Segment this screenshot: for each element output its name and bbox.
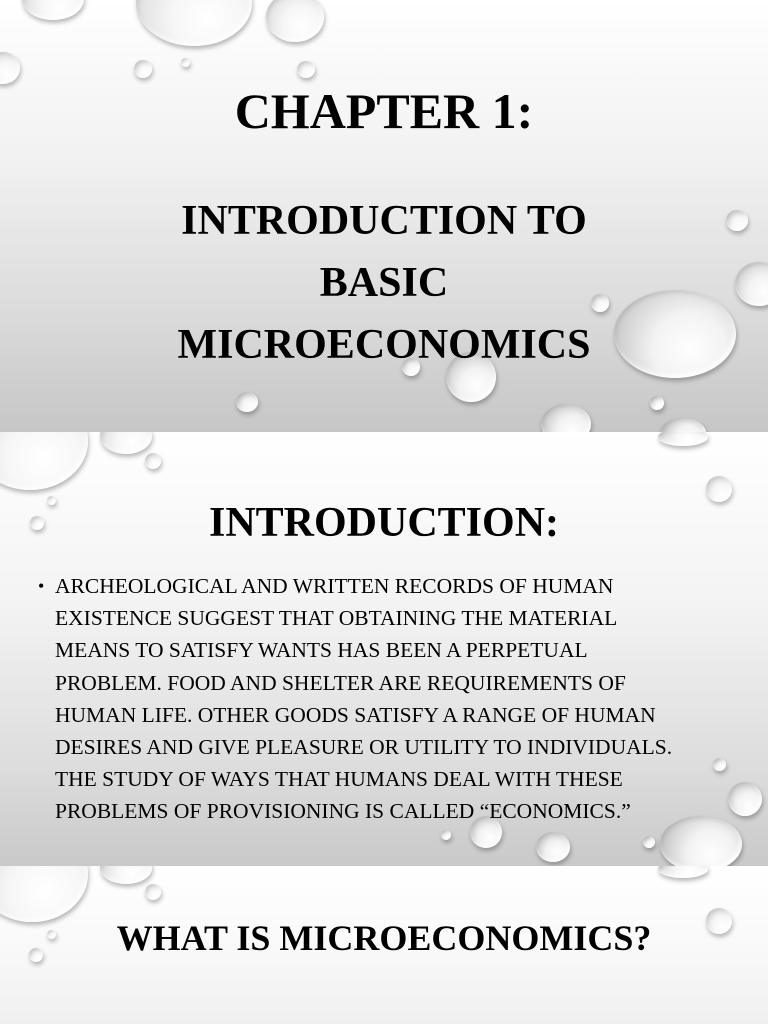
bullet-text-line: PROBLEM. FOOD AND SHELTER ARE REQUIREMENTS OF (55, 670, 626, 695)
bullet-text-line: THE STUDY OF WAYS THAT HUMANS DEAL WITH THESE (55, 767, 623, 792)
water-droplet (658, 866, 708, 878)
water-droplet (266, 0, 324, 42)
section-heading: INTRODUCTION: (208, 500, 560, 546)
subtitle-line: BASIC (319, 260, 449, 306)
water-droplet (236, 392, 258, 412)
water-droplet (145, 453, 161, 469)
water-droplet (643, 836, 655, 848)
bullet-text-line: ARCHEOLOGICAL AND WRITTEN RECORDS OF HUMAN (55, 574, 614, 598)
water-droplet (100, 866, 152, 884)
bullet-text-line: HUMAN LIFE. OTHER GOODS SATISFY A RANGE OF HUMAN (55, 702, 656, 727)
water-droplet (100, 432, 152, 454)
water-droplet (297, 61, 315, 78)
water-droplet (22, 0, 84, 20)
water-droplet (541, 404, 591, 432)
water-droplet (536, 832, 570, 862)
water-droplet (660, 418, 706, 432)
water-droplet (0, 52, 20, 84)
chapter-title: CHAPTER 1: (234, 83, 534, 139)
water-droplet (728, 782, 762, 816)
chapter-subtitle (0, 190, 768, 376)
water-droplet (136, 0, 252, 46)
bullet-text-line: DESIRES AND GIVE PLEASURE OR UTILITY TO INDIVIDUALS. (55, 735, 673, 760)
water-droplet (650, 396, 664, 410)
water-droplet (181, 58, 190, 67)
bullet-text-line: PROBLEMS OF PROVISIONING IS CALLED “ECONOMICS.” (55, 799, 631, 824)
slide-introduction (0, 432, 768, 866)
water-droplet (134, 60, 152, 78)
water-droplet (441, 830, 451, 840)
water-droplet (0, 432, 88, 490)
water-droplet (0, 866, 88, 922)
bullet-text-line: MEANS TO SATISFY WANTS HAS BEEN A PERPETUAL (55, 638, 588, 663)
water-droplet (145, 884, 161, 900)
subtitle-line: INTRODUCTION TO (181, 198, 587, 244)
slide-what-is-microeconomics (0, 866, 768, 1024)
water-droplet (658, 432, 708, 446)
bullet-text-line: EXISTENCE SUGGEST THAT OBTAINING THE MATERIAL (55, 606, 618, 631)
slide-title (0, 0, 768, 432)
subtitle-line: MICROECONOMICS (177, 322, 591, 368)
bullet-item (38, 570, 718, 828)
bullet-text (38, 570, 718, 828)
section-heading: WHAT IS MICROECONOMICS? (116, 918, 652, 958)
bullet-marker: • (38, 576, 45, 596)
